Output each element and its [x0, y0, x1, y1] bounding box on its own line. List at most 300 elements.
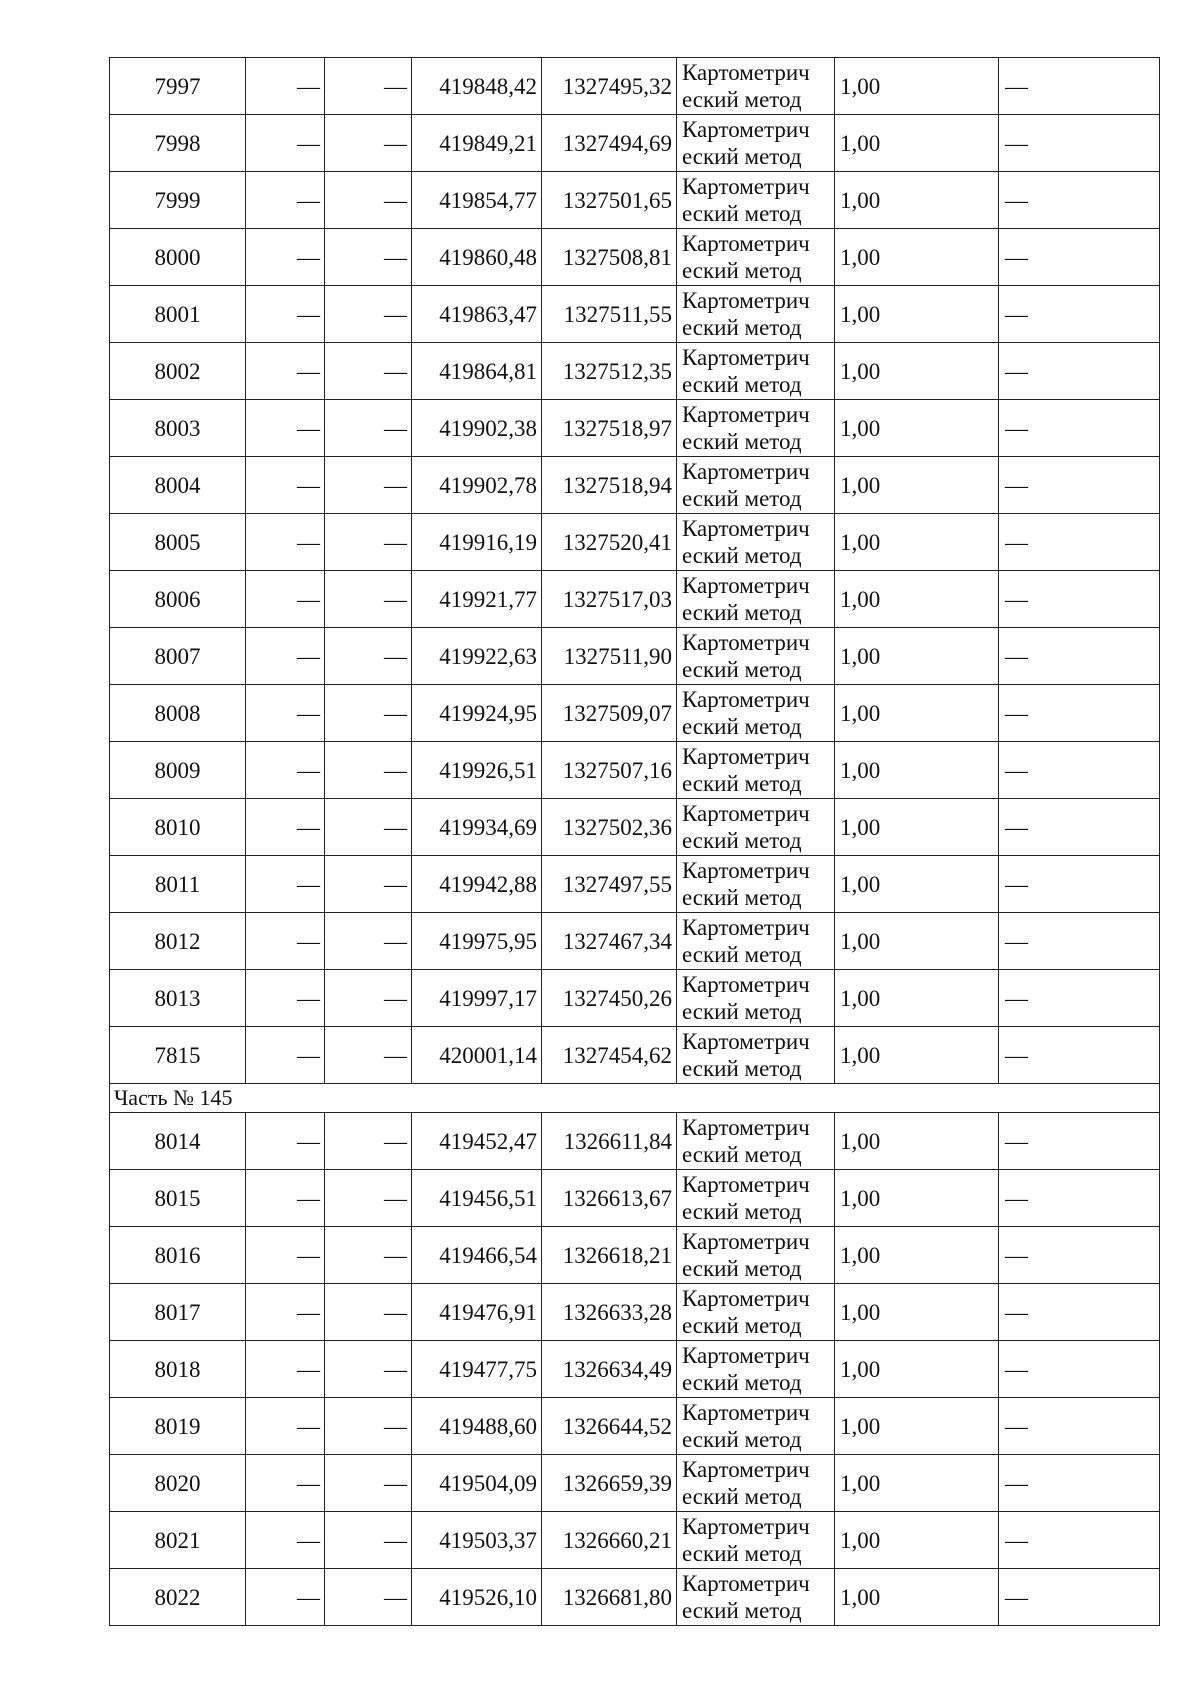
empty-value-cell: —: [246, 1170, 325, 1227]
note-cell: —: [999, 1170, 1160, 1227]
method-line-2: еский метод: [682, 942, 802, 967]
point-number-cell: 7815: [110, 1027, 246, 1084]
method-line-2: еский метод: [682, 1313, 802, 1338]
method-line-1: Картометрич: [682, 345, 810, 370]
accuracy-cell: 1,00: [835, 1027, 999, 1084]
method-line-2: еский метод: [682, 600, 802, 625]
y-coordinate-cell: 1327509,07: [542, 685, 677, 742]
empty-value-cell: —: [246, 856, 325, 913]
method-cell: [677, 628, 835, 685]
y-coordinate-cell: 1327518,94: [542, 457, 677, 514]
point-number-cell: 8004: [110, 457, 246, 514]
method-line-1: Картометрич: [682, 1172, 810, 1197]
note-cell: —: [999, 799, 1160, 856]
note-cell: —: [999, 1027, 1160, 1084]
empty-value-cell: —: [325, 457, 412, 514]
table-row: [110, 1569, 1160, 1626]
point-number-cell: 8020: [110, 1455, 246, 1512]
method-line-2: еский метод: [682, 201, 802, 226]
note-cell: —: [999, 571, 1160, 628]
point-number-cell: 7998: [110, 115, 246, 172]
note-cell: —: [999, 1455, 1160, 1512]
accuracy-cell: 1,00: [835, 970, 999, 1027]
accuracy-cell: 1,00: [835, 1512, 999, 1569]
method-cell: [677, 457, 835, 514]
empty-value-cell: —: [325, 1027, 412, 1084]
empty-value-cell: —: [246, 913, 325, 970]
y-coordinate-cell: 1326634,49: [542, 1341, 677, 1398]
coordinates-table: [109, 57, 1160, 1626]
method-cell: [677, 115, 835, 172]
x-coordinate-cell: 419488,60: [412, 1398, 542, 1455]
accuracy-cell: 1,00: [835, 1284, 999, 1341]
method-line-1: Картометрич: [682, 573, 810, 598]
accuracy-cell: 1,00: [835, 514, 999, 571]
section-title: Часть № 145: [110, 1084, 1160, 1113]
point-number-cell: 8012: [110, 913, 246, 970]
method-line-2: еский метод: [682, 771, 802, 796]
x-coordinate-cell: 419863,47: [412, 286, 542, 343]
note-cell: —: [999, 970, 1160, 1027]
method-cell: [677, 685, 835, 742]
accuracy-cell: 1,00: [835, 685, 999, 742]
method-cell: [677, 172, 835, 229]
method-cell: [677, 343, 835, 400]
y-coordinate-cell: 1326644,52: [542, 1398, 677, 1455]
empty-value-cell: —: [246, 1227, 325, 1284]
y-coordinate-cell: 1327467,34: [542, 913, 677, 970]
empty-value-cell: —: [246, 1512, 325, 1569]
method-cell: [677, 514, 835, 571]
y-coordinate-cell: 1327507,16: [542, 742, 677, 799]
empty-value-cell: —: [325, 970, 412, 1027]
table-row: [110, 856, 1160, 913]
empty-value-cell: —: [246, 1284, 325, 1341]
accuracy-cell: 1,00: [835, 571, 999, 628]
empty-value-cell: —: [325, 400, 412, 457]
empty-value-cell: —: [325, 856, 412, 913]
method-cell: [677, 742, 835, 799]
empty-value-cell: —: [325, 799, 412, 856]
point-number-cell: 8021: [110, 1512, 246, 1569]
table-row: [110, 685, 1160, 742]
empty-value-cell: —: [325, 172, 412, 229]
empty-value-cell: —: [246, 799, 325, 856]
point-number-cell: 8013: [110, 970, 246, 1027]
table-row: [110, 628, 1160, 685]
method-line-1: Картометрич: [682, 972, 810, 997]
y-coordinate-cell: 1326681,80: [542, 1569, 677, 1626]
method-line-2: еский метод: [682, 885, 802, 910]
empty-value-cell: —: [325, 1284, 412, 1341]
y-coordinate-cell: 1327497,55: [542, 856, 677, 913]
method-cell: [677, 1512, 835, 1569]
empty-value-cell: —: [325, 685, 412, 742]
empty-value-cell: —: [325, 1227, 412, 1284]
method-cell: [677, 970, 835, 1027]
empty-value-cell: —: [325, 628, 412, 685]
empty-value-cell: —: [246, 1113, 325, 1170]
empty-value-cell: —: [325, 1113, 412, 1170]
method-line-2: еский метод: [682, 1541, 802, 1566]
method-line-2: еский метод: [682, 999, 802, 1024]
empty-value-cell: —: [246, 457, 325, 514]
note-cell: —: [999, 286, 1160, 343]
x-coordinate-cell: 419476,91: [412, 1284, 542, 1341]
method-cell: [677, 1227, 835, 1284]
x-coordinate-cell: 419477,75: [412, 1341, 542, 1398]
point-number-cell: 8000: [110, 229, 246, 286]
accuracy-cell: 1,00: [835, 115, 999, 172]
x-coordinate-cell: 419466,54: [412, 1227, 542, 1284]
accuracy-cell: 1,00: [835, 229, 999, 286]
empty-value-cell: —: [246, 58, 325, 115]
y-coordinate-cell: 1327517,03: [542, 571, 677, 628]
empty-value-cell: —: [246, 970, 325, 1027]
note-cell: —: [999, 1227, 1160, 1284]
accuracy-cell: 1,00: [835, 343, 999, 400]
method-line-2: еский метод: [682, 1427, 802, 1452]
point-number-cell: 8005: [110, 514, 246, 571]
x-coordinate-cell: 419864,81: [412, 343, 542, 400]
empty-value-cell: —: [325, 1569, 412, 1626]
y-coordinate-cell: 1327501,65: [542, 172, 677, 229]
method-cell: [677, 1113, 835, 1170]
table-row: [110, 742, 1160, 799]
y-coordinate-cell: 1326633,28: [542, 1284, 677, 1341]
accuracy-cell: 1,00: [835, 1170, 999, 1227]
method-cell: [677, 1569, 835, 1626]
note-cell: —: [999, 1512, 1160, 1569]
accuracy-cell: 1,00: [835, 628, 999, 685]
y-coordinate-cell: 1327508,81: [542, 229, 677, 286]
method-line-2: еский метод: [682, 1484, 802, 1509]
note-cell: —: [999, 1341, 1160, 1398]
x-coordinate-cell: 419504,09: [412, 1455, 542, 1512]
method-line-2: еский метод: [682, 1142, 802, 1167]
method-line-2: еский метод: [682, 1199, 802, 1224]
y-coordinate-cell: 1326611,84: [542, 1113, 677, 1170]
method-cell: [677, 58, 835, 115]
method-line-2: еский метод: [682, 714, 802, 739]
empty-value-cell: —: [246, 1341, 325, 1398]
table-row: [110, 58, 1160, 115]
empty-value-cell: —: [246, 571, 325, 628]
method-line-1: Картометрич: [682, 1029, 810, 1054]
empty-value-cell: —: [325, 1455, 412, 1512]
method-cell: [677, 1027, 835, 1084]
x-coordinate-cell: 420001,14: [412, 1027, 542, 1084]
method-line-1: Картометрич: [682, 1400, 810, 1425]
method-cell: [677, 1398, 835, 1455]
method-cell: [677, 856, 835, 913]
y-coordinate-cell: 1327520,41: [542, 514, 677, 571]
method-line-2: еский метод: [682, 1598, 802, 1623]
table-row: [110, 1284, 1160, 1341]
table-row: [110, 343, 1160, 400]
point-number-cell: 8014: [110, 1113, 246, 1170]
x-coordinate-cell: 419942,88: [412, 856, 542, 913]
empty-value-cell: —: [246, 685, 325, 742]
empty-value-cell: —: [246, 1027, 325, 1084]
y-coordinate-cell: 1327512,35: [542, 343, 677, 400]
method-cell: [677, 1341, 835, 1398]
y-coordinate-cell: 1327511,55: [542, 286, 677, 343]
empty-value-cell: —: [246, 172, 325, 229]
method-line-2: еский метод: [682, 1056, 802, 1081]
note-cell: —: [999, 115, 1160, 172]
table-row: [110, 970, 1160, 1027]
point-number-cell: 8017: [110, 1284, 246, 1341]
table-row: [110, 286, 1160, 343]
method-cell: [677, 286, 835, 343]
table-row: [110, 115, 1160, 172]
accuracy-cell: 1,00: [835, 799, 999, 856]
empty-value-cell: —: [246, 742, 325, 799]
point-number-cell: 8003: [110, 400, 246, 457]
accuracy-cell: 1,00: [835, 1341, 999, 1398]
y-coordinate-cell: 1327450,26: [542, 970, 677, 1027]
method-line-1: Картометрич: [682, 1457, 810, 1482]
x-coordinate-cell: 419924,95: [412, 685, 542, 742]
method-line-1: Картометрич: [682, 1343, 810, 1368]
method-line-1: Картометрич: [682, 687, 810, 712]
empty-value-cell: —: [325, 229, 412, 286]
x-coordinate-cell: 419934,69: [412, 799, 542, 856]
method-line-1: Картометрич: [682, 1514, 810, 1539]
x-coordinate-cell: 419452,47: [412, 1113, 542, 1170]
table-row: [110, 400, 1160, 457]
accuracy-cell: 1,00: [835, 400, 999, 457]
empty-value-cell: —: [325, 286, 412, 343]
method-cell: [677, 1170, 835, 1227]
x-coordinate-cell: 419926,51: [412, 742, 542, 799]
empty-value-cell: —: [325, 571, 412, 628]
method-line-2: еский метод: [682, 543, 802, 568]
point-number-cell: 8001: [110, 286, 246, 343]
x-coordinate-cell: 419860,48: [412, 229, 542, 286]
method-line-2: еский метод: [682, 144, 802, 169]
note-cell: —: [999, 229, 1160, 286]
note-cell: —: [999, 856, 1160, 913]
empty-value-cell: —: [325, 514, 412, 571]
empty-value-cell: —: [325, 913, 412, 970]
table-row: [110, 1512, 1160, 1569]
empty-value-cell: —: [246, 1569, 325, 1626]
y-coordinate-cell: 1327494,69: [542, 115, 677, 172]
method-line-1: Картометрич: [682, 801, 810, 826]
y-coordinate-cell: 1326660,21: [542, 1512, 677, 1569]
empty-value-cell: —: [325, 58, 412, 115]
empty-value-cell: —: [325, 115, 412, 172]
x-coordinate-cell: 419854,77: [412, 172, 542, 229]
x-coordinate-cell: 419849,21: [412, 115, 542, 172]
point-number-cell: 8022: [110, 1569, 246, 1626]
point-number-cell: 8015: [110, 1170, 246, 1227]
method-line-1: Картометрич: [682, 1286, 810, 1311]
method-line-2: еский метод: [682, 258, 802, 283]
method-line-1: Картометрич: [682, 744, 810, 769]
method-line-2: еский метод: [682, 429, 802, 454]
point-number-cell: 8019: [110, 1398, 246, 1455]
method-line-1: Картометрич: [682, 60, 810, 85]
method-line-2: еский метод: [682, 1370, 802, 1395]
table-row: [110, 1227, 1160, 1284]
y-coordinate-cell: 1327511,90: [542, 628, 677, 685]
empty-value-cell: —: [246, 229, 325, 286]
empty-value-cell: —: [325, 1512, 412, 1569]
method-line-1: Картометрич: [682, 1115, 810, 1140]
table-row: [110, 1341, 1160, 1398]
empty-value-cell: —: [246, 286, 325, 343]
table-row: [110, 1027, 1160, 1084]
method-line-1: Картометрич: [682, 402, 810, 427]
note-cell: —: [999, 1569, 1160, 1626]
accuracy-cell: 1,00: [835, 286, 999, 343]
note-cell: —: [999, 1284, 1160, 1341]
empty-value-cell: —: [246, 628, 325, 685]
x-coordinate-cell: 419503,37: [412, 1512, 542, 1569]
table-row: [110, 799, 1160, 856]
empty-value-cell: —: [246, 115, 325, 172]
accuracy-cell: 1,00: [835, 913, 999, 970]
method-line-2: еский метод: [682, 372, 802, 397]
table-row: [110, 514, 1160, 571]
x-coordinate-cell: 419975,95: [412, 913, 542, 970]
method-line-1: Картометрич: [682, 858, 810, 883]
point-number-cell: 8008: [110, 685, 246, 742]
accuracy-cell: 1,00: [835, 58, 999, 115]
method-cell: [677, 799, 835, 856]
y-coordinate-cell: 1327454,62: [542, 1027, 677, 1084]
table-row: [110, 229, 1160, 286]
method-cell: [677, 571, 835, 628]
y-coordinate-cell: 1327495,32: [542, 58, 677, 115]
note-cell: —: [999, 1113, 1160, 1170]
point-number-cell: 8007: [110, 628, 246, 685]
method-line-2: еский метод: [682, 315, 802, 340]
point-number-cell: 7999: [110, 172, 246, 229]
x-coordinate-cell: 419902,38: [412, 400, 542, 457]
method-cell: [677, 229, 835, 286]
x-coordinate-cell: 419922,63: [412, 628, 542, 685]
note-cell: —: [999, 628, 1160, 685]
method-line-1: Картометрич: [682, 516, 810, 541]
point-number-cell: 8016: [110, 1227, 246, 1284]
accuracy-cell: 1,00: [835, 457, 999, 514]
y-coordinate-cell: 1326613,67: [542, 1170, 677, 1227]
point-number-cell: 8010: [110, 799, 246, 856]
empty-value-cell: —: [246, 400, 325, 457]
table-row: [110, 1398, 1160, 1455]
accuracy-cell: 1,00: [835, 1398, 999, 1455]
x-coordinate-cell: 419902,78: [412, 457, 542, 514]
note-cell: —: [999, 400, 1160, 457]
point-number-cell: 8002: [110, 343, 246, 400]
table-row: [110, 457, 1160, 514]
note-cell: —: [999, 172, 1160, 229]
empty-value-cell: —: [246, 343, 325, 400]
point-number-cell: 8009: [110, 742, 246, 799]
method-line-1: Картометрич: [682, 1229, 810, 1254]
table-row: [110, 1170, 1160, 1227]
x-coordinate-cell: 419848,42: [412, 58, 542, 115]
accuracy-cell: 1,00: [835, 1113, 999, 1170]
table-body: [110, 58, 1160, 1626]
accuracy-cell: 1,00: [835, 1569, 999, 1626]
note-cell: —: [999, 742, 1160, 799]
method-cell: [677, 913, 835, 970]
accuracy-cell: 1,00: [835, 742, 999, 799]
method-line-2: еский метод: [682, 87, 802, 112]
empty-value-cell: —: [325, 343, 412, 400]
note-cell: —: [999, 685, 1160, 742]
x-coordinate-cell: 419921,77: [412, 571, 542, 628]
point-number-cell: 8011: [110, 856, 246, 913]
empty-value-cell: —: [325, 742, 412, 799]
point-number-cell: 8006: [110, 571, 246, 628]
empty-value-cell: —: [325, 1398, 412, 1455]
table-row: [110, 571, 1160, 628]
y-coordinate-cell: 1327502,36: [542, 799, 677, 856]
empty-value-cell: —: [325, 1170, 412, 1227]
accuracy-cell: 1,00: [835, 856, 999, 913]
method-cell: [677, 400, 835, 457]
method-line-2: еский метод: [682, 486, 802, 511]
method-line-1: Картометрич: [682, 174, 810, 199]
table-row: [110, 172, 1160, 229]
accuracy-cell: 1,00: [835, 172, 999, 229]
method-line-2: еский метод: [682, 657, 802, 682]
empty-value-cell: —: [246, 514, 325, 571]
accuracy-cell: 1,00: [835, 1455, 999, 1512]
table-row: [110, 1113, 1160, 1170]
table-row: [110, 913, 1160, 970]
point-number-cell: 7997: [110, 58, 246, 115]
x-coordinate-cell: 419916,19: [412, 514, 542, 571]
method-cell: [677, 1284, 835, 1341]
section-header-row: [110, 1084, 1160, 1113]
method-line-2: еский метод: [682, 1256, 802, 1281]
y-coordinate-cell: 1326659,39: [542, 1455, 677, 1512]
accuracy-cell: 1,00: [835, 1227, 999, 1284]
empty-value-cell: —: [246, 1398, 325, 1455]
note-cell: —: [999, 58, 1160, 115]
method-line-1: Картометрич: [682, 915, 810, 940]
note-cell: —: [999, 1398, 1160, 1455]
note-cell: —: [999, 514, 1160, 571]
x-coordinate-cell: 419456,51: [412, 1170, 542, 1227]
y-coordinate-cell: 1327518,97: [542, 400, 677, 457]
point-number-cell: 8018: [110, 1341, 246, 1398]
method-line-1: Картометрич: [682, 630, 810, 655]
method-line-2: еский метод: [682, 828, 802, 853]
y-coordinate-cell: 1326618,21: [542, 1227, 677, 1284]
method-line-1: Картометрич: [682, 1571, 810, 1596]
note-cell: —: [999, 343, 1160, 400]
note-cell: —: [999, 457, 1160, 514]
note-cell: —: [999, 913, 1160, 970]
empty-value-cell: —: [246, 1455, 325, 1512]
x-coordinate-cell: 419997,17: [412, 970, 542, 1027]
method-line-1: Картометрич: [682, 117, 810, 142]
method-line-1: Картометрич: [682, 459, 810, 484]
table-row: [110, 1455, 1160, 1512]
method-line-1: Картометрич: [682, 288, 810, 313]
method-cell: [677, 1455, 835, 1512]
empty-value-cell: —: [325, 1341, 412, 1398]
x-coordinate-cell: 419526,10: [412, 1569, 542, 1626]
